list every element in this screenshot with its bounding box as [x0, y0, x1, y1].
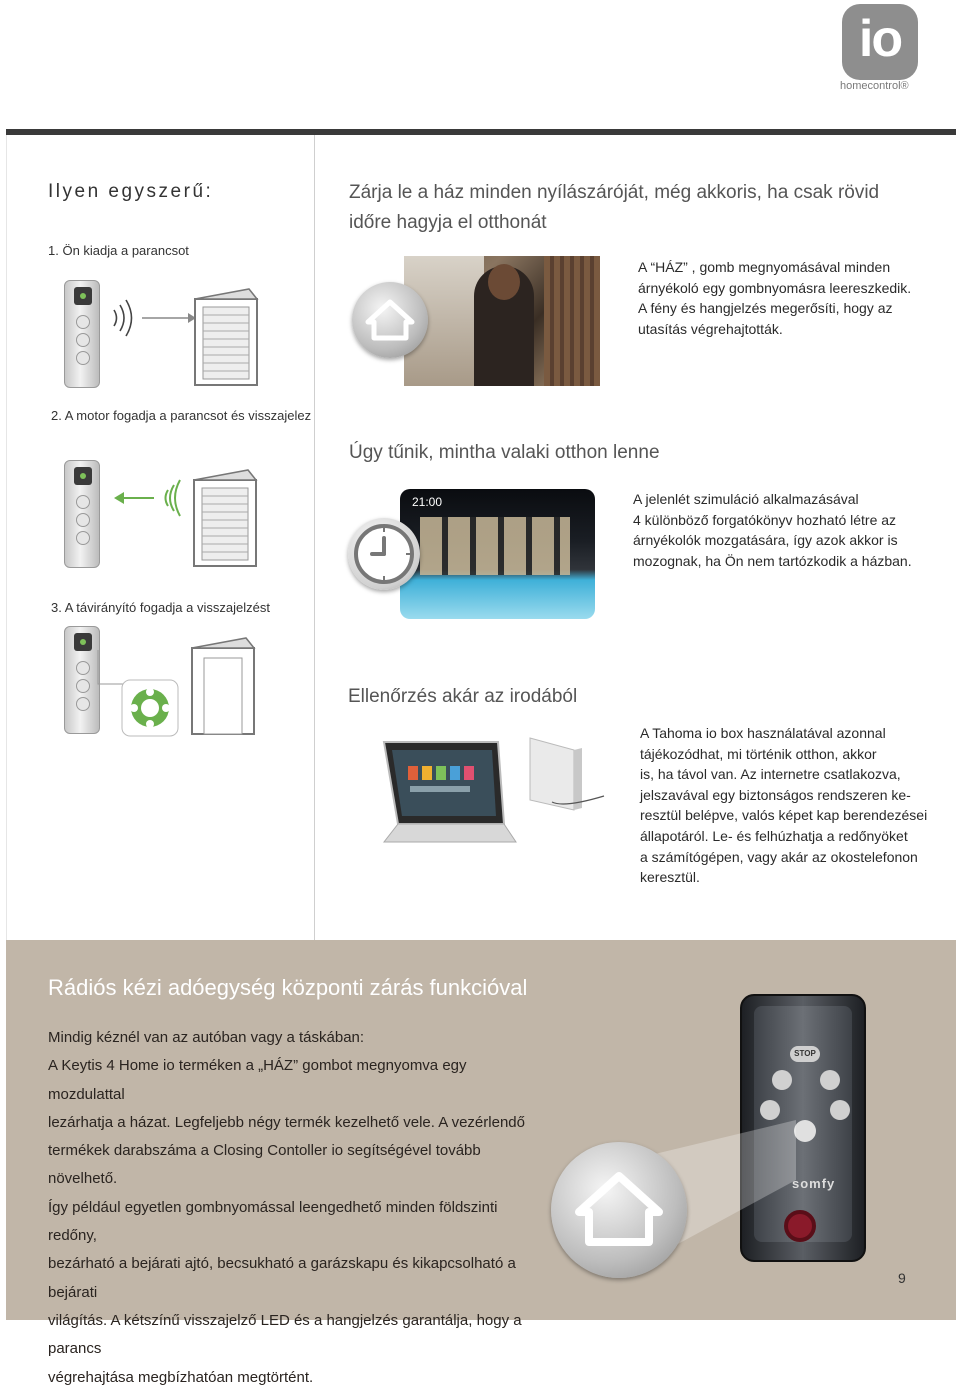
time-label: 21:00 [412, 495, 443, 509]
text-line: Mindig kéznél van az autóban vagy a táskában: [48, 1029, 365, 1046]
text-line: A jelenlét szimuláció alkalmazásával [633, 491, 859, 507]
clock-icon [348, 518, 420, 590]
remote-button-icon [820, 1070, 840, 1090]
remote-button-icon [830, 1100, 850, 1120]
shutter-icon [193, 287, 259, 387]
laptop-tahoma-illustration [376, 736, 606, 848]
section-3-title: Ellenőrzés akár az irodából [348, 686, 578, 707]
section-2-text [633, 489, 943, 571]
step-2-label: 2. A motor fogadja a parancsot és visszajelez [51, 408, 312, 423]
home-button-icon [352, 282, 428, 358]
section-2-title: Úgy tűnik, mintha valaki otthon lenne [349, 442, 660, 463]
home-button-icon [551, 1142, 687, 1278]
shutter-icon [192, 468, 258, 568]
remote-control-illustration [64, 626, 100, 734]
text-line: jelszavával egy biztonságos rendszeren ke- [640, 786, 911, 803]
text-line: A “HÁZ” , gomb megnyomásával minden [638, 259, 891, 275]
text-line: utasítás végrehajtották. [638, 320, 783, 337]
remote-button-icon [772, 1070, 792, 1090]
remote-led-icon [74, 467, 92, 485]
text-line: végrehajtása megbízhatóan megtörtént. [48, 1368, 314, 1386]
text-line: lezárhatja a házat. Legfeljebb négy termék kezelhető vele. A vezérlendő [48, 1113, 525, 1131]
remote-button-icon [76, 333, 90, 347]
text-line: A Keytis 4 Home io terméken a „HÁZ” gombot megnyomva egy mozdulattal [48, 1057, 467, 1103]
remote-led-icon [74, 287, 92, 305]
remote-led-icon [74, 633, 92, 651]
remote-button-icon [76, 531, 90, 545]
text-line: mozognak, ha Ön nem tartózkodik a házban. [633, 552, 912, 569]
night-house-photo [400, 489, 595, 619]
text-line: A Tahoma io box használatával azonnal [640, 725, 886, 741]
woman-phone-photo [404, 256, 600, 386]
remote-button-icon [76, 697, 90, 711]
text-line: bezárható a bejárati ajtó, becsukható a garázskapu és kikapcsolható a bejárati [48, 1255, 516, 1301]
logo-subtitle: homecontrol® [840, 80, 909, 92]
text-line: világítás. A kétszínű visszajelző LED és a hangjelzés garantálja, hogy a parancs [48, 1311, 522, 1358]
step-1-label: 1. Ön kiadja a parancsot [48, 243, 189, 258]
remote-button-icon [76, 661, 90, 675]
remote-control-illustration [64, 280, 100, 388]
section-3-text [640, 723, 940, 888]
stop-button: STOP [790, 1046, 820, 1062]
text-line: a számítógépen, vagy akár az okostelefonon [640, 848, 918, 865]
text-line: termékek darabszáma a Closing Contoller io segítségével tovább növelhető. [48, 1142, 481, 1188]
column-divider [314, 135, 315, 940]
text-line: is, ha távol van. Az internetre csatlakozva, [640, 766, 901, 783]
step-3-label: 3. A távirányító fogadja a visszajelzést [51, 600, 270, 615]
logo-mark: io [858, 10, 902, 68]
top-divider [6, 129, 956, 135]
text-line: resztül belépve, valós képet kap berendezései [640, 807, 928, 824]
left-edge-line [6, 135, 7, 940]
feedback-confirm-icon [96, 640, 180, 740]
shutter-icon [190, 636, 256, 736]
signal-in-icon [110, 476, 190, 520]
section-1-title: Zárja le a ház minden nyílászáróját, még akkoris, ha csak rövid időre hagyja el otthonát [349, 182, 880, 233]
keytis-title: Rádiós kézi adóegység központi zárás funkcióval [48, 975, 528, 1000]
text-line: tájékozódhat, mi történik otthon, akkor [640, 745, 877, 762]
text-line: keresztül. [640, 869, 700, 886]
section-1-text [638, 257, 938, 339]
remote-button-icon [76, 513, 90, 527]
text-line: Így például egyetlen gombnyomással leengedhető minden földszinti redőny, [48, 1198, 498, 1245]
remote-button-icon [76, 495, 90, 509]
text-line: A fény és hangjelzés megerősíti, hogy az [638, 300, 893, 317]
keytis-text [48, 1024, 538, 1392]
remote-control-illustration [64, 460, 100, 568]
remote-button-icon [76, 679, 90, 693]
text-line: 4 különböző forgatókönyv hozható létre az [633, 511, 897, 528]
left-heading: Ilyen egyszerű: [48, 181, 214, 202]
remote-button-icon [76, 351, 90, 365]
signal-out-icon [108, 296, 198, 340]
remote-button-icon [76, 315, 90, 329]
text-line: árnyékoló egy gombnyomásra leereszkedik. [638, 279, 912, 296]
device-brand: somfy [792, 1176, 836, 1191]
text-line: állapotáról. Le- és felhúzhatja a redőnyöket [640, 827, 908, 844]
page-number: 9 [898, 1270, 906, 1286]
text-line: árnyékolók mozgatására, így azok akkor is [633, 532, 898, 549]
